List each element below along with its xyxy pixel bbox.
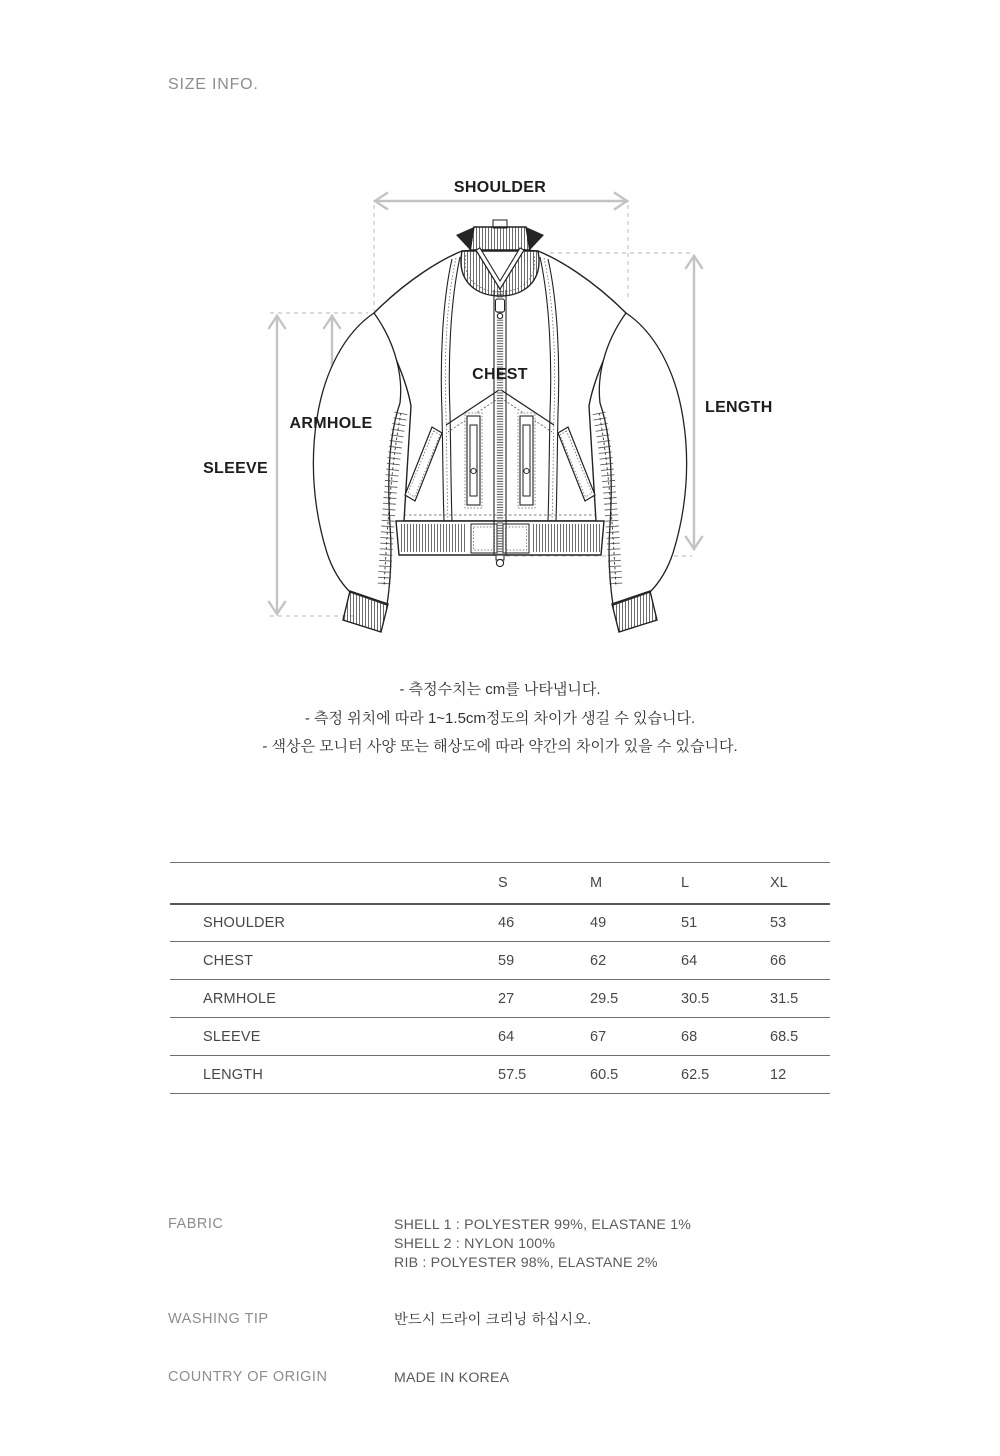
row-label: SHOULDER bbox=[170, 904, 498, 942]
cell-value: 60.5 bbox=[590, 1056, 681, 1094]
cell-value: 64 bbox=[498, 1018, 590, 1056]
fabric-label: FABRIC bbox=[168, 1216, 224, 1232]
cell-value: 12 bbox=[770, 1056, 830, 1094]
size-column-header: S bbox=[498, 863, 590, 904]
shoulder-label: SHOULDER bbox=[453, 179, 547, 196]
cell-value: 64 bbox=[681, 942, 770, 980]
size-column-header: XL bbox=[770, 863, 830, 904]
cell-value: 68.5 bbox=[770, 1018, 830, 1056]
table-row bbox=[170, 942, 830, 980]
fabric-line: SHELL 2 : NYLON 100% bbox=[394, 1236, 556, 1252]
cell-value: 27 bbox=[498, 980, 590, 1018]
table-row bbox=[170, 1018, 830, 1056]
size-column-header: L bbox=[681, 863, 770, 904]
table-row bbox=[170, 980, 830, 1018]
size-table bbox=[170, 862, 830, 1094]
fabric-section bbox=[168, 1216, 868, 1273]
cell-value: 59 bbox=[498, 942, 590, 980]
washing-tip-section bbox=[168, 1311, 868, 1330]
fabric-line: SHELL 1 : POLYESTER 99%, ELASTANE 1% bbox=[394, 1217, 692, 1233]
row-label: LENGTH bbox=[170, 1056, 498, 1094]
table-row bbox=[170, 904, 830, 942]
washing-tip-value: 반드시 드라이 크리닝 하십시오. bbox=[394, 1312, 592, 1328]
size-table-corner-cell bbox=[170, 863, 498, 904]
cell-value: 57.5 bbox=[498, 1056, 590, 1094]
washing-tip-label: WASHING TIP bbox=[168, 1311, 269, 1327]
country-of-origin-section bbox=[168, 1369, 868, 1388]
measurement-notes bbox=[0, 676, 1000, 762]
jacket-measurement-diagram bbox=[190, 163, 800, 668]
cell-value: 53 bbox=[770, 904, 830, 942]
armhole-label: ARMHOLE bbox=[289, 415, 373, 432]
cell-value: 62.5 bbox=[681, 1056, 770, 1094]
fabric-line: RIB : POLYESTER 98%, ELASTANE 2% bbox=[394, 1255, 658, 1271]
cell-value: 49 bbox=[590, 904, 681, 942]
note-line: - 색상은 모니터 사양 또는 해상도에 따라 약간의 차이가 있을 수 있습니다. bbox=[262, 738, 738, 755]
note-line: - 측정 위치에 따라 1~1.5cm정도의 차이가 생길 수 있습니다. bbox=[304, 709, 696, 727]
length-label: LENGTH bbox=[705, 399, 773, 416]
note-line: - 측정수치는 cm를 나타냅니다. bbox=[399, 681, 601, 698]
page-title: SIZE INFO. bbox=[168, 76, 259, 93]
row-label: ARMHOLE bbox=[170, 980, 498, 1018]
cell-value: 68 bbox=[681, 1018, 770, 1056]
jacket-sketch-svg bbox=[190, 163, 800, 668]
cell-value: 30.5 bbox=[681, 980, 770, 1018]
cell-value: 46 bbox=[498, 904, 590, 942]
country-of-origin-value: MADE IN KOREA bbox=[394, 1370, 510, 1386]
row-label: SLEEVE bbox=[170, 1018, 498, 1056]
sleeve-label: SLEEVE bbox=[203, 460, 268, 477]
row-label: CHEST bbox=[170, 942, 498, 980]
chest-label: CHEST bbox=[472, 366, 528, 383]
size-column-header: M bbox=[590, 863, 681, 904]
cell-value: 66 bbox=[770, 942, 830, 980]
cell-value: 31.5 bbox=[770, 980, 830, 1018]
table-row bbox=[170, 1056, 830, 1094]
fabric-value bbox=[394, 1216, 691, 1273]
cell-value: 29.5 bbox=[590, 980, 681, 1018]
country-of-origin-label: COUNTRY OF ORIGIN bbox=[168, 1369, 328, 1385]
cell-value: 62 bbox=[590, 942, 681, 980]
size-table-header-row bbox=[170, 863, 830, 904]
cell-value: 51 bbox=[681, 904, 770, 942]
cell-value: 67 bbox=[590, 1018, 681, 1056]
